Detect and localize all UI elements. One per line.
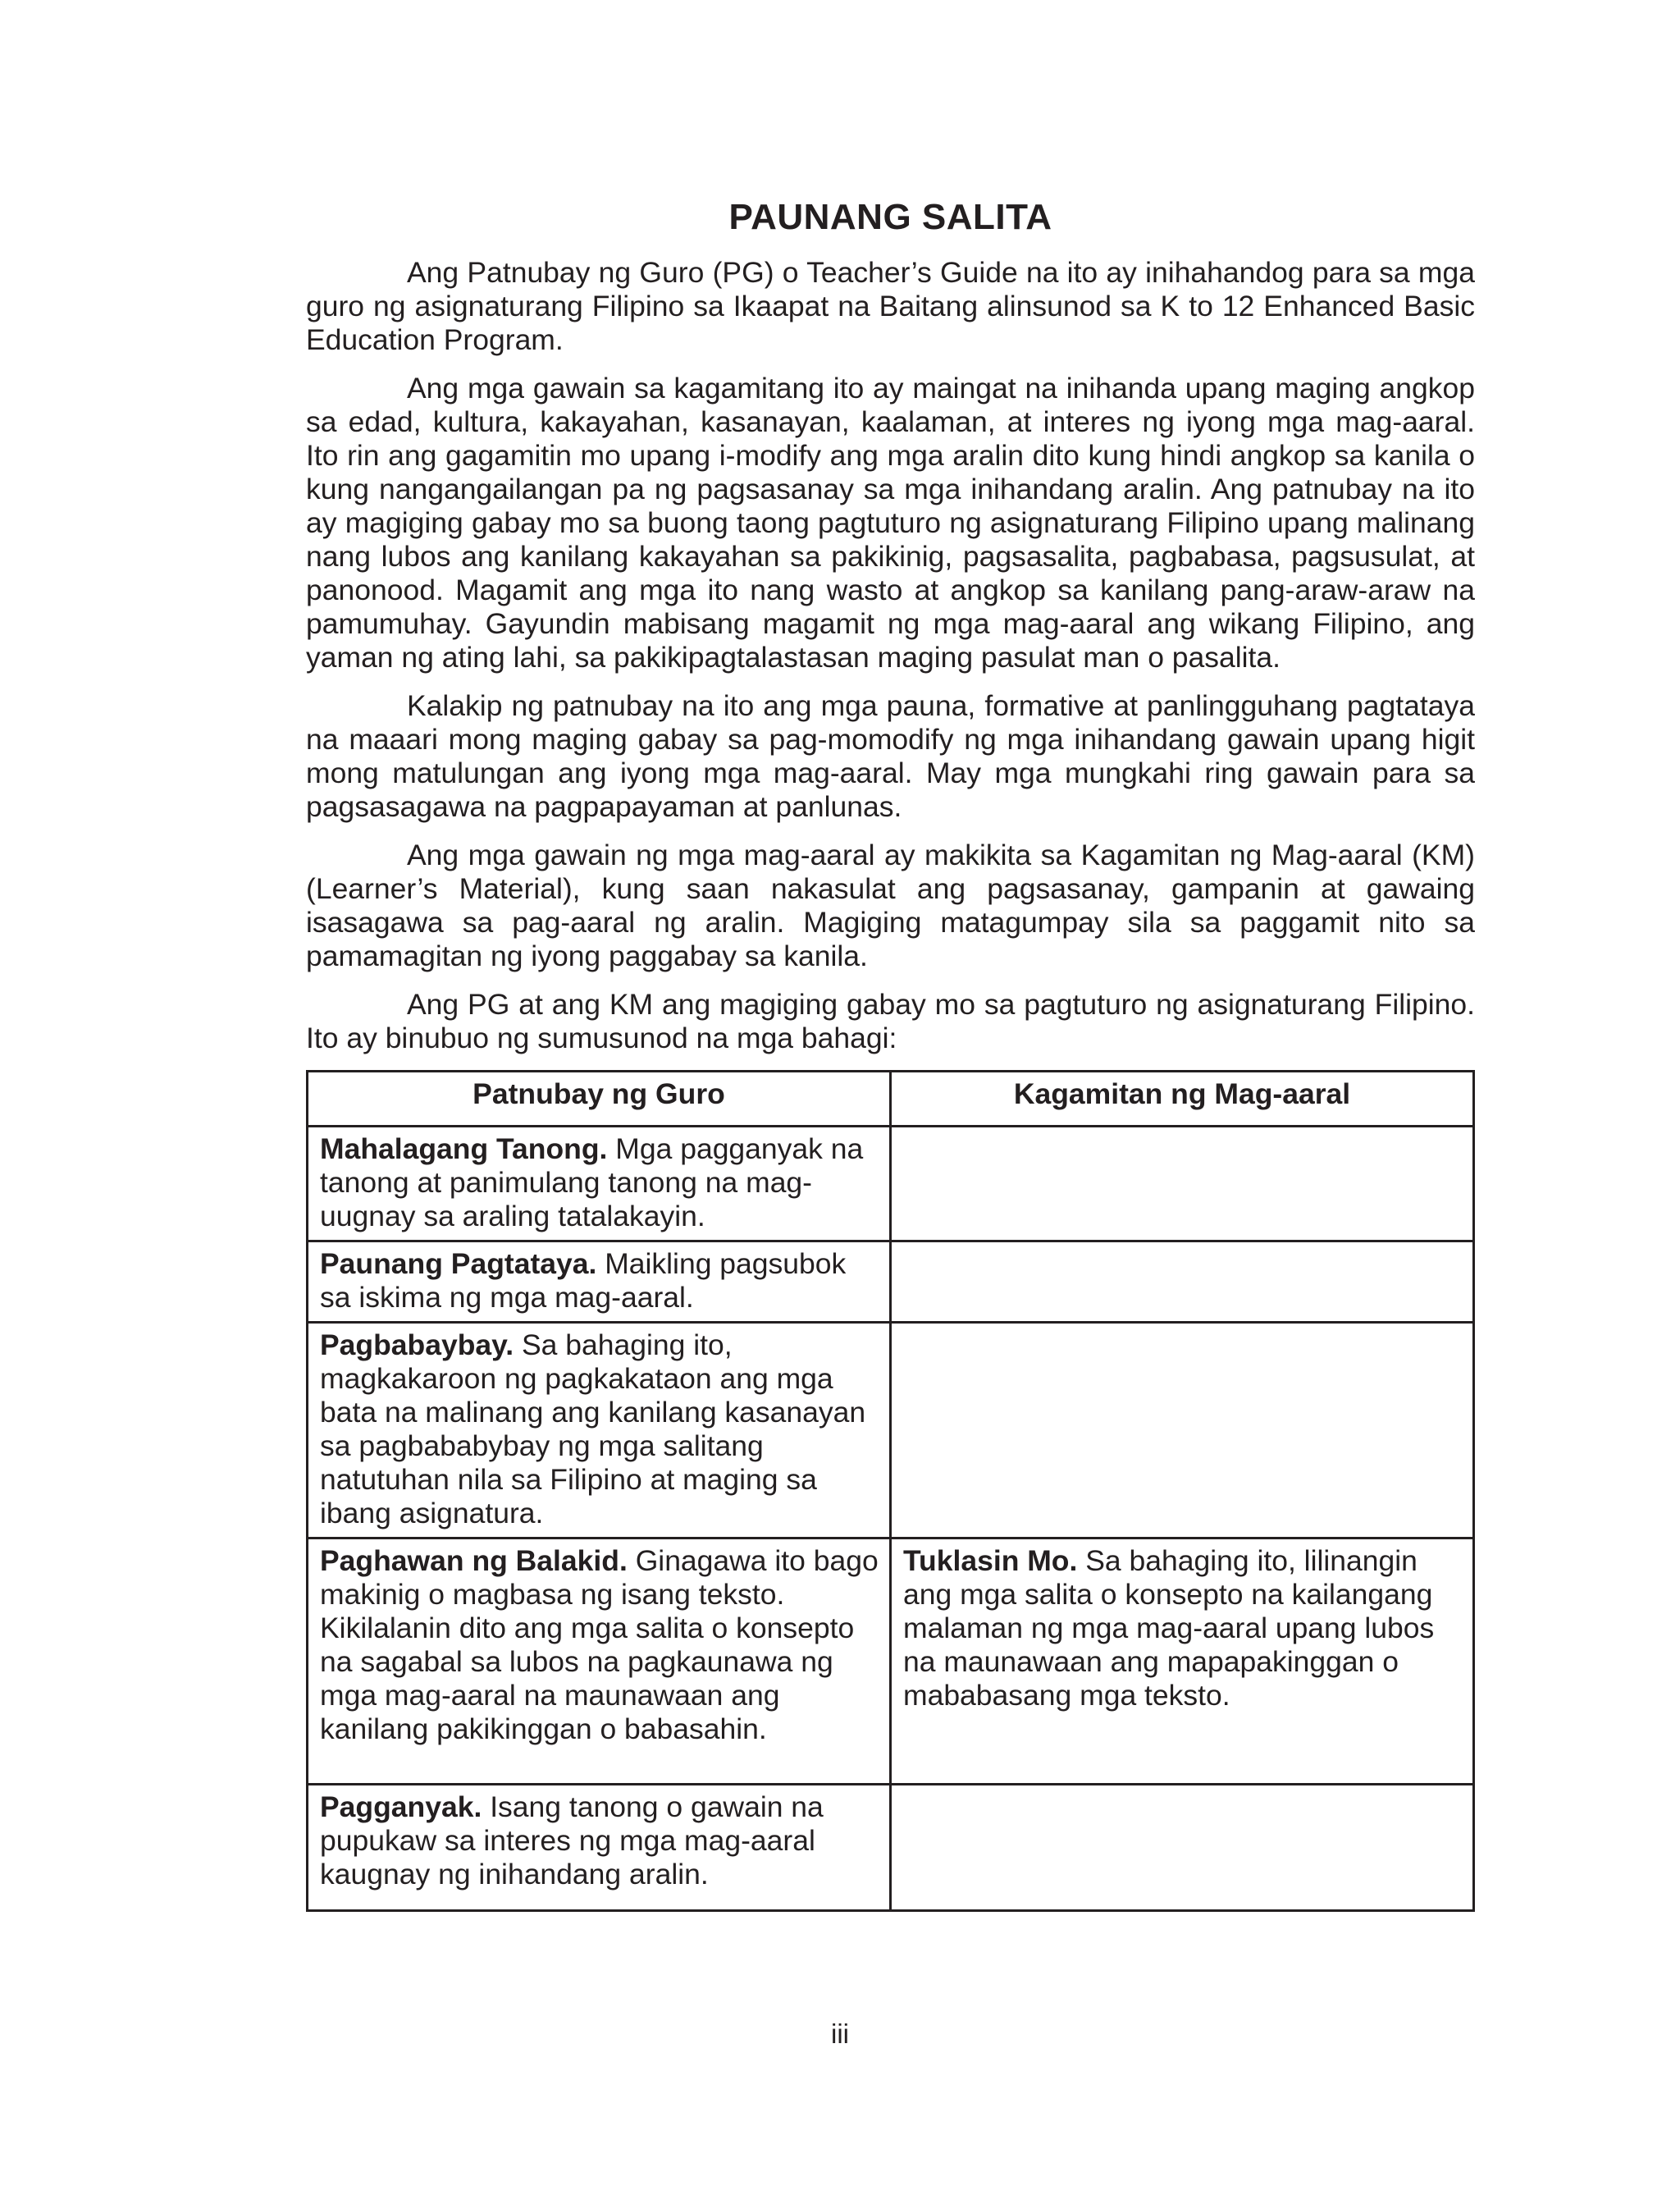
km-cell <box>891 1538 1474 1785</box>
km-cell <box>891 1323 1474 1538</box>
pg-cell <box>308 1323 891 1538</box>
page-title: PAUNANG SALITA <box>728 197 1052 237</box>
pg-description: Sa bahaging ito, magkakaroon ng pagkakataon ang mga bata na malinang ang kanilang kasanayan sa pagbababybay ng mga salitang natutuhan nila sa Filipino at maging sa ibang asignatura. <box>320 1328 866 1529</box>
paragraph-4: Ang mga gawain ng mga mag-aaral ay makikita sa Kagamitan ng Mag-aaral (KM) (Learner’s Material), kung saan nakasulat ang pagsasanay, gampanin at gawaing isasagawa sa pag-aaral ng aralin. Magiging matagumpay sila sa paggamit nito sa pamamagitan ng iyong paggabay sa kanila. <box>306 839 1475 972</box>
table-row <box>308 1785 1474 1911</box>
km-cell <box>891 1785 1474 1911</box>
pg-description: Maikling pagsubok sa iskima ng mga mag-aaral. <box>320 1247 847 1314</box>
km-description: Sa bahaging ito, lilinangin ang mga salita o konsepto na kailangang malaman ng mga mag-aaral upang lubos na maunawaan ang mapapakinggan o mababasang mga teksto. <box>903 1544 1435 1712</box>
table-header-row <box>308 1072 1474 1127</box>
pg-term: Pagganyak. <box>320 1790 482 1823</box>
table-row <box>308 1127 1474 1241</box>
pg-description: Mga pagganyak na tanong at panimulang tanong na mag-uugnay sa araling tatalakayin. <box>320 1132 864 1232</box>
pg-description: Ginagawa ito bago makinig o magbasa ng isang teksto. Kikilalanin dito ang mga salita o konsepto na sagabal sa lubos na pagkaunawa ng mga mag-aaral na maunawaan ang kanilang pakikinggan o babasahin. <box>320 1544 879 1745</box>
paragraph-5: Ang PG at ang KM ang magiging gabay mo sa pagtuturo ng asignaturang Filipino. Ito ay binubuo ng sumusunod na mga bahagi: <box>306 988 1475 1054</box>
pg-cell <box>308 1785 891 1911</box>
pg-cell <box>308 1538 891 1785</box>
paragraph-2: Ang mga gawain sa kagamitang ito ay maingat na inihanda upang maging angkop sa edad, kultura, kakayahan, kasanayan, kaalaman, at interes ng iyong mga mag-aaral. Ito rin ang gagamitin mo upang i-modify ang mga aralin dito kung hindi angkop sa kanila o kung nangangailangan pa ng pagsasanay sa mga inihandang aralin. Ang patnubay na ito ay magiging gabay mo sa buong taong pagtuturo ng asignaturang Filipino upang malinang nang lubos ang kanilang kakayahan sa pakikinig, pagsasalita, pagbabasa, pagsusulat, at panonood. Magamit ang mga ito nang wasto at angkop sa kanilang pang-araw-araw na pamumuhay. Gayundin mabisang magamit ng mga mag-aaral ang wikang Filipino, ang yaman ng ating lahi, sa pakikipagtalastasan maging pasulat man o pasalita. <box>306 372 1475 674</box>
table-row <box>308 1538 1474 1785</box>
km-term: Tuklasin Mo. <box>903 1544 1078 1577</box>
page-number: iii <box>831 2019 849 2049</box>
pg-cell <box>308 1127 891 1241</box>
document-page <box>306 197 1475 1912</box>
pg-term: Pagbabaybay. <box>320 1328 514 1361</box>
km-cell <box>891 1127 1474 1241</box>
pg-cell <box>308 1241 891 1323</box>
pg-term: Mahalagang Tanong. <box>320 1132 608 1165</box>
pg-term: Paghawan ng Balakid. <box>320 1544 628 1577</box>
header-patnubay-ng-guro: Patnubay ng Guro <box>308 1072 891 1127</box>
paragraph-1: Ang Patnubay ng Guro (PG) o Teacher’s Guide na ito ay inihahandog para sa mga guro ng asignaturang Filipino sa Ikaapat na Baitang alinsunod sa K to 12 Enhanced Basic Education Program. <box>306 256 1475 356</box>
header-kagamitan-ng-mag-aaral: Kagamitan ng Mag-aaral <box>891 1072 1474 1127</box>
pg-description: Isang tanong o gawain na pupukaw sa interes ng mga mag-aaral kaugnay ng inihandang aralin. <box>320 1790 824 1891</box>
km-cell <box>891 1241 1474 1323</box>
parts-table <box>306 1070 1475 1912</box>
table-row <box>308 1241 1474 1323</box>
table-row <box>308 1323 1474 1538</box>
pg-term: Paunang Pagtataya. <box>320 1247 597 1280</box>
paragraph-3: Kalakip ng patnubay na ito ang mga pauna, formative at panlingguhang pagtataya na maaari mong maging gabay sa pag-momodify ng mga inihandang gawain upang higit mong matulungan ang iyong mga mag-aaral. May mga mungkahi ring gawain para sa pagsasagawa na pagpapayaman at panlunas. <box>306 689 1475 823</box>
